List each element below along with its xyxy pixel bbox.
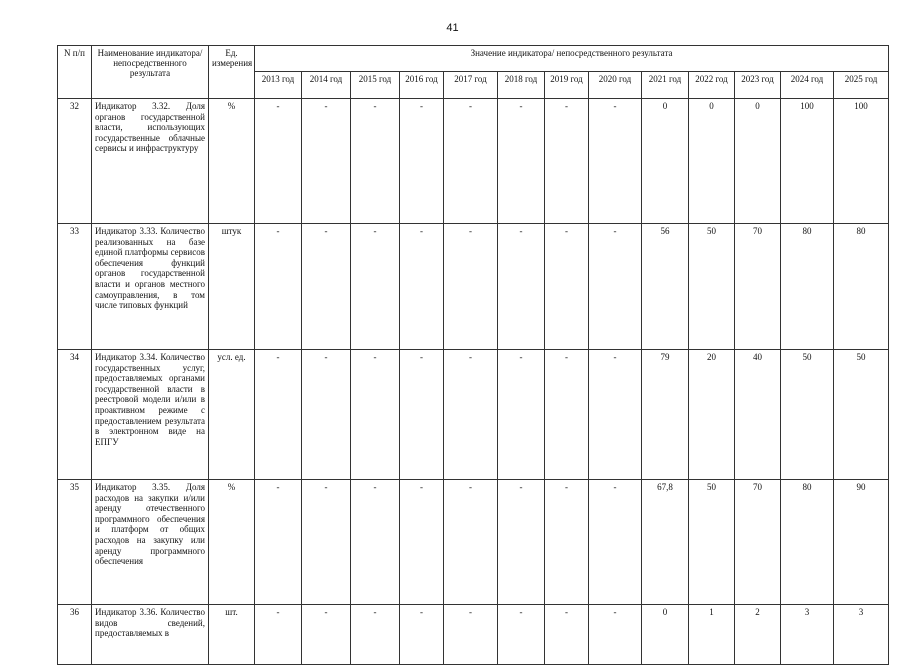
indicator-value: 50: [781, 350, 834, 480]
indicator-value: 80: [781, 224, 834, 350]
indicator-value: 0: [689, 99, 735, 224]
indicator-unit: %: [209, 480, 255, 605]
indicator-name: Индикатор 3.32. Доля органов государственной власти, использующих государственные облачные сервисы и инфраструктуру: [92, 99, 209, 224]
table-row: [58, 350, 889, 480]
header-year: 2014 год: [302, 72, 351, 99]
indicator-value: 3: [781, 605, 834, 665]
header-year: 2023 год: [735, 72, 781, 99]
header-values-group: Значение индикатора/ непосредственного результата: [255, 46, 889, 72]
indicator-value: -: [545, 224, 589, 350]
indicator-value: 80: [834, 224, 889, 350]
row-number: 32: [58, 99, 92, 224]
indicator-name: Индикатор 3.33. Количество реализованных на базе единой платформы сервисов обеспечения функций органов государственной власти и органов местного самоуправления, в том числе типовых функций: [92, 224, 209, 350]
indicator-value: -: [545, 605, 589, 665]
indicator-value: -: [255, 224, 302, 350]
indicator-unit: штук: [209, 224, 255, 350]
indicator-value: -: [400, 224, 444, 350]
indicator-value: -: [444, 480, 498, 605]
indicator-value: 100: [781, 99, 834, 224]
indicator-value: -: [351, 350, 400, 480]
header-year: 2021 год: [642, 72, 689, 99]
header-name: Наименование индикатора/непосредственного результата: [92, 46, 209, 99]
table-body: [58, 99, 889, 665]
row-number: 35: [58, 480, 92, 605]
indicator-value: -: [302, 605, 351, 665]
indicator-value: 0: [642, 99, 689, 224]
row-number: 34: [58, 350, 92, 480]
header-year: 2013 год: [255, 72, 302, 99]
header-unit: Ед. измерения: [209, 46, 255, 99]
table-row: [58, 224, 889, 350]
header-year: 2024 год: [781, 72, 834, 99]
indicator-value: 79: [642, 350, 689, 480]
indicator-value: -: [351, 224, 400, 350]
indicator-value: 100: [834, 99, 889, 224]
indicator-value: -: [589, 480, 642, 605]
indicator-value: 20: [689, 350, 735, 480]
indicator-value: -: [545, 99, 589, 224]
indicator-value: -: [255, 350, 302, 480]
table-row: [58, 605, 889, 665]
indicator-value: 50: [689, 224, 735, 350]
header-year: 2025 год: [834, 72, 889, 99]
header-year: 2019 год: [545, 72, 589, 99]
indicators-table: [57, 45, 889, 665]
indicator-value: -: [498, 99, 545, 224]
row-number: 33: [58, 224, 92, 350]
row-number: 36: [58, 605, 92, 665]
table-row: [58, 480, 889, 605]
indicator-value: -: [498, 350, 545, 480]
indicator-value: -: [302, 99, 351, 224]
indicator-value: -: [589, 350, 642, 480]
indicator-unit: %: [209, 99, 255, 224]
indicator-value: 40: [735, 350, 781, 480]
indicator-value: -: [351, 480, 400, 605]
header-year: 2018 год: [498, 72, 545, 99]
indicator-value: 67,8: [642, 480, 689, 605]
indicator-value: -: [498, 605, 545, 665]
indicator-value: 2: [735, 605, 781, 665]
indicator-value: 0: [642, 605, 689, 665]
header-year: 2020 год: [589, 72, 642, 99]
indicator-value: -: [400, 480, 444, 605]
header-year: 2016 год: [400, 72, 444, 99]
indicator-value: -: [400, 350, 444, 480]
indicator-value: -: [444, 224, 498, 350]
indicator-name: Индикатор 3.36. Количество видов сведений, предоставляемых в: [92, 605, 209, 665]
indicator-value: 90: [834, 480, 889, 605]
indicator-value: -: [444, 99, 498, 224]
header-year: 2022 год: [689, 72, 735, 99]
indicator-name: Индикатор 3.34. Количество государственных услуг, предоставляемых органами государственной власти в реестровой модели и/или в проактивном режиме с предоставлением результата в электронном виде на ЕПГУ: [92, 350, 209, 480]
indicator-value: -: [589, 605, 642, 665]
indicator-name: Индикатор 3.35. Доля расходов на закупки и/или аренду отечественного программного обеспечения и платформ от общих расходов на закупку или аренду программного обеспечения: [92, 480, 209, 605]
indicator-value: -: [302, 350, 351, 480]
indicator-value: 1: [689, 605, 735, 665]
table-row: [58, 99, 889, 224]
indicator-value: -: [545, 480, 589, 605]
indicator-value: -: [400, 99, 444, 224]
indicator-value: -: [589, 224, 642, 350]
indicator-value: -: [498, 480, 545, 605]
header-row-1: [58, 46, 889, 72]
header-num: N п/п: [58, 46, 92, 99]
indicator-unit: усл. ед.: [209, 350, 255, 480]
indicator-value: -: [255, 605, 302, 665]
indicator-value: 70: [735, 224, 781, 350]
indicator-value: -: [255, 99, 302, 224]
indicator-value: -: [589, 99, 642, 224]
header-year: 2015 год: [351, 72, 400, 99]
page-number: 41: [446, 22, 459, 34]
indicator-value: -: [444, 605, 498, 665]
indicator-value: 50: [834, 350, 889, 480]
indicator-value: -: [351, 605, 400, 665]
indicator-value: -: [351, 99, 400, 224]
header-year: 2017 год: [444, 72, 498, 99]
indicator-value: -: [255, 480, 302, 605]
indicator-value: 70: [735, 480, 781, 605]
indicator-value: -: [545, 350, 589, 480]
indicator-value: 56: [642, 224, 689, 350]
indicator-value: 50: [689, 480, 735, 605]
indicator-value: -: [400, 605, 444, 665]
indicator-unit: шт.: [209, 605, 255, 665]
indicator-value: 3: [834, 605, 889, 665]
indicator-value: -: [498, 224, 545, 350]
indicator-value: -: [302, 480, 351, 605]
indicator-value: -: [302, 224, 351, 350]
indicator-value: -: [444, 350, 498, 480]
indicator-value: 80: [781, 480, 834, 605]
indicator-value: 0: [735, 99, 781, 224]
